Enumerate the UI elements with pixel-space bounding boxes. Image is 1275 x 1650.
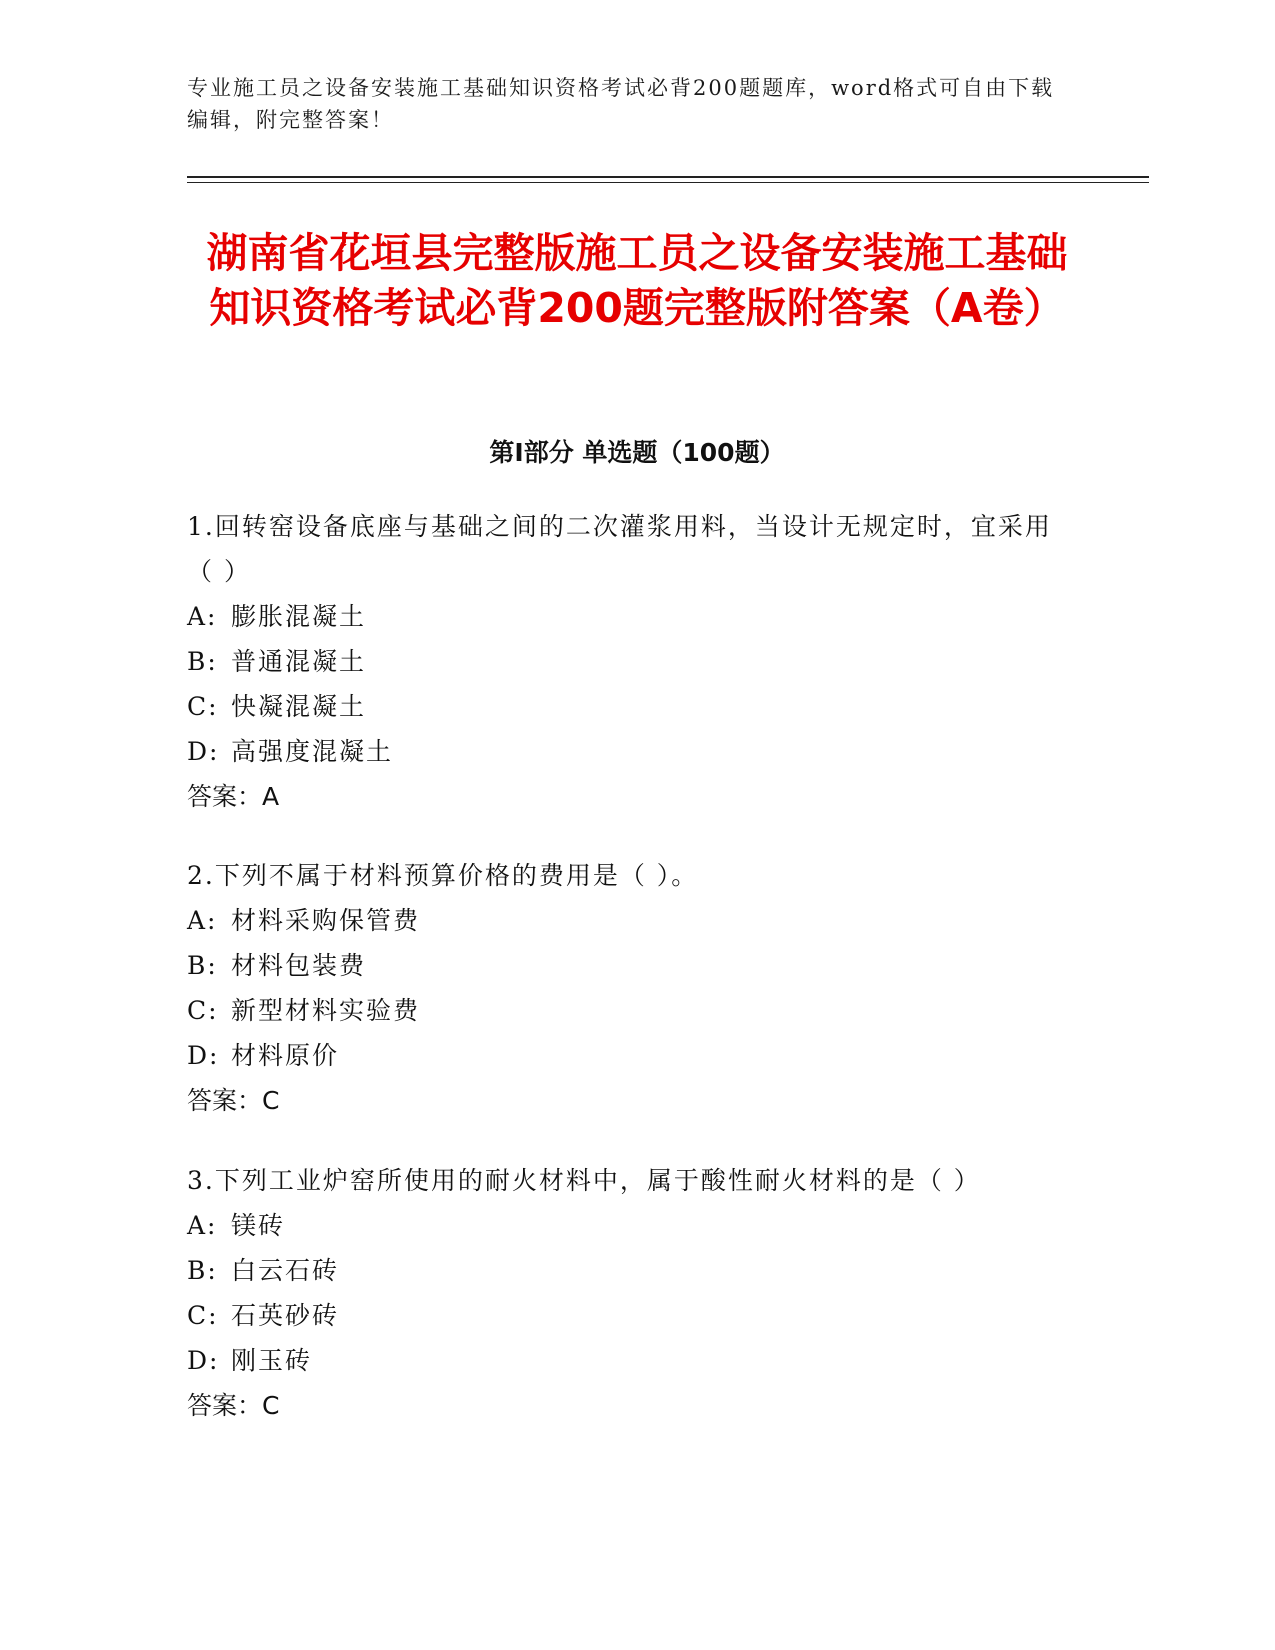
question-stem: 3.下列工业炉窑所使用的耐火材料中，属于酸性耐火材料的是（ ） bbox=[187, 1166, 981, 1195]
option-key: D: bbox=[187, 737, 220, 766]
option-c bbox=[187, 684, 1067, 729]
answer-label: 答案： bbox=[187, 782, 263, 811]
option-key: B: bbox=[187, 951, 218, 980]
option-text: 白云石砖 bbox=[231, 1256, 340, 1285]
option-key: D: bbox=[187, 1346, 220, 1375]
option-text: 快凝混凝土 bbox=[231, 692, 367, 721]
option-key: B: bbox=[187, 1256, 218, 1285]
option-text: 石英砂砖 bbox=[231, 1301, 340, 1330]
option-text: 材料包装费 bbox=[231, 951, 367, 980]
question-3 bbox=[187, 1158, 1067, 1428]
option-a bbox=[187, 1203, 1067, 1248]
section-title: 第I部分 单选题（100题） bbox=[489, 438, 785, 467]
header-divider-thin bbox=[187, 182, 1149, 183]
option-key: C: bbox=[187, 996, 219, 1025]
answer-line bbox=[187, 1078, 1067, 1123]
option-text: 刚玉砖 bbox=[231, 1346, 313, 1375]
header-note: 专业施工员之设备安装施工基础知识资格考试必背200题题库，word格式可自由下载编辑，附完整答案！ bbox=[187, 76, 1055, 132]
option-key: C: bbox=[187, 1301, 219, 1330]
answer-line bbox=[187, 774, 1067, 819]
question-2 bbox=[187, 853, 1067, 1123]
answer-label: 答案： bbox=[187, 1086, 263, 1115]
option-b bbox=[187, 1248, 1067, 1293]
answer-label: 答案： bbox=[187, 1391, 263, 1420]
option-text: 材料采购保管费 bbox=[231, 906, 421, 935]
option-b bbox=[187, 943, 1067, 988]
document-title: 湖南省花垣县完整版施工员之设备安装施工基础知识资格考试必背200题完整版附答案（A卷） bbox=[206, 229, 1068, 332]
question-stem: 2.下列不属于材料预算价格的费用是（ ）。 bbox=[187, 861, 699, 890]
answer-value: C bbox=[262, 1086, 280, 1115]
option-a bbox=[187, 594, 1067, 639]
answer-value: C bbox=[262, 1391, 280, 1420]
question-stem: 1.回转窑设备底座与基础之间的二次灌浆用料，当设计无规定时，宜采用（ ） bbox=[187, 512, 1052, 586]
option-d bbox=[187, 1033, 1067, 1078]
option-text: 膨胀混凝土 bbox=[231, 602, 367, 631]
option-text: 镁砖 bbox=[231, 1211, 286, 1240]
option-key: A: bbox=[187, 1211, 218, 1240]
option-key: A: bbox=[187, 602, 218, 631]
option-text: 高强度混凝土 bbox=[231, 737, 394, 766]
option-b bbox=[187, 639, 1067, 684]
answer-value: A bbox=[262, 782, 280, 811]
option-text: 普通混凝土 bbox=[231, 647, 367, 676]
answer-line bbox=[187, 1383, 1067, 1428]
option-key: C: bbox=[187, 692, 219, 721]
option-key: B: bbox=[187, 647, 218, 676]
option-text: 新型材料实验费 bbox=[231, 996, 421, 1025]
option-key: A: bbox=[187, 906, 218, 935]
option-a bbox=[187, 898, 1067, 943]
option-text: 材料原价 bbox=[231, 1041, 340, 1070]
question-1 bbox=[187, 504, 1067, 819]
option-c bbox=[187, 1293, 1067, 1338]
option-d bbox=[187, 729, 1067, 774]
option-c bbox=[187, 988, 1067, 1033]
header-divider-thick bbox=[187, 176, 1149, 178]
option-key: D: bbox=[187, 1041, 220, 1070]
option-d bbox=[187, 1338, 1067, 1383]
